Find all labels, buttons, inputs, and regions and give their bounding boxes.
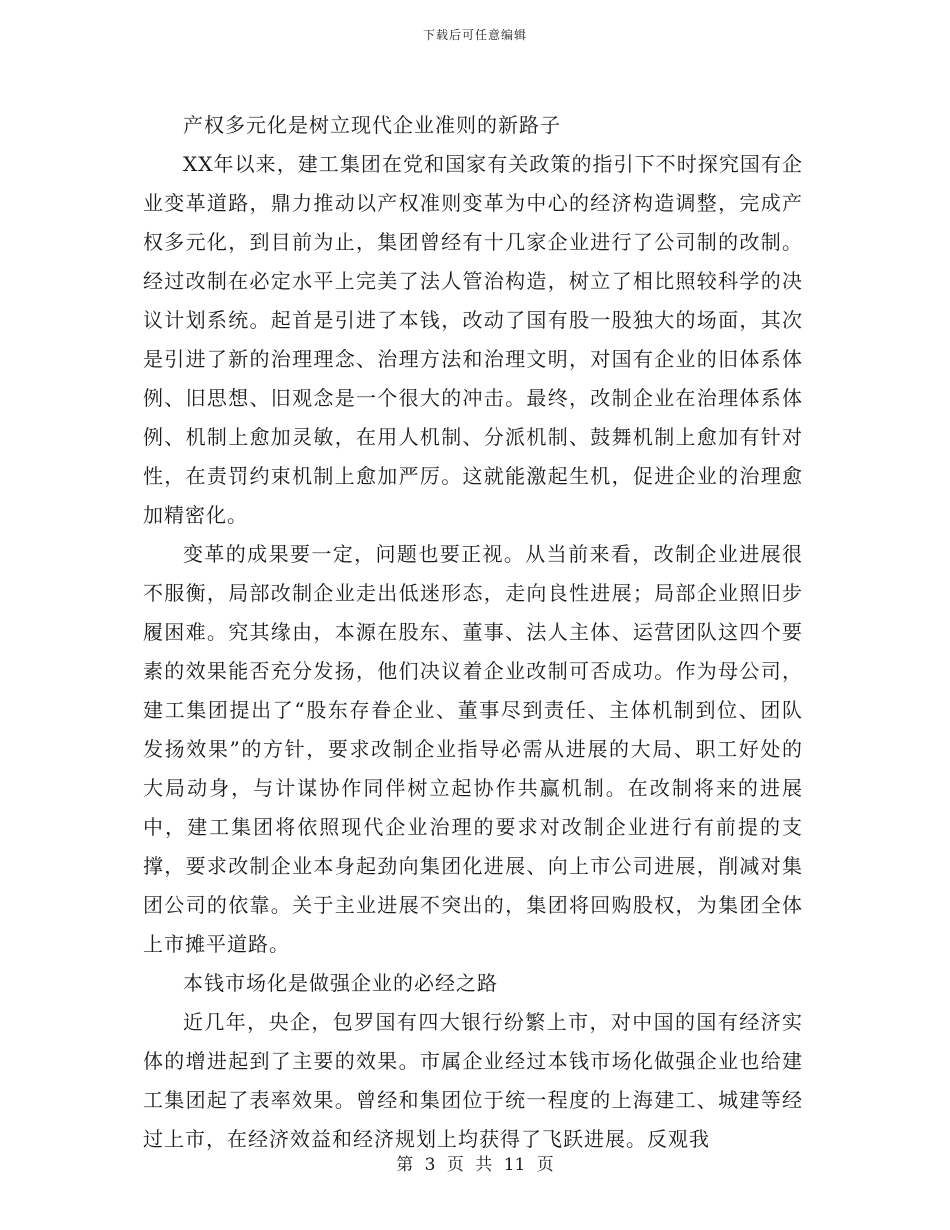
paragraph-reform-progress: XX年以来，建工集团在党和国家有关政策的指引下不时探究国有企业变革道路，鼎力推动以产权准则变革为中心的经济构造调整，完成产权多元化，到目前为止，集团曾经有十几家企业进行了公司制的改制。经过改制在必定水平上完美了法人管治构造，树立了相比照较科学的决议计划系统。起首是引进了本钱，改动了国有股一股独大的场面，其次是引进了新的治理理念、治理方法和治理文明，对国有企业的旧体系体例、旧思想、旧观念是一个很大的冲击。最终，改制企业在治理体系体例、机制上愈加灵敏，在用人机制、分派机制、鼓舞机制上愈加有针对性，在责罚约束机制上愈加严厉。这就能激起生机，促进企业的治理愈加精密化。 <box>143 152 803 527</box>
section-heading-property-rights: 产权多元化是树立现代企业准则的新路子 <box>183 113 561 137</box>
section-heading-capital-market: 本钱市场化是做强企业的必经之路 <box>183 971 498 995</box>
document-body <box>143 106 803 1159</box>
page-number-footer: 第 3 页 共 11 页 <box>396 1155 554 1175</box>
paragraph-reform-problems: 变革的成果要一定，问题也要正视。从当前来看，改制企业进展很不服衡，局部改制企业走出低迷形态，走向良性进展；局部企业照旧步履困难。究其缘由，本源在股东、董事、法人主体、运营团队这四个要素的效果能否充分发扬，他们决议着企业改制可否成功。作为母公司，建工集团提出了“股东存眷企业、董事尽到责任、主体机制到位、团队发扬效果”的方针，要求改制企业指导必需从进展的大局、职工好处的大局动身，与计谋协作同伴树立起协作共赢机制。在改制将来的进展中，建工集团将依照现代企业治理的要求对改制企业进行有前提的支撑，要求改制企业本身起劲向集团化进展、向上市公司进展，削减对集团公司的依靠。关于主业进展不突出的，集团将回购股权，为集团全体上市摊平道路。 <box>143 542 803 956</box>
page-header: 下载后可任意编辑 <box>422 28 527 42</box>
paragraph-listing: 近几年，央企，包罗国有四大银行纷繁上市，对中国的国有经济实体的增进起到了主要的效果。市属企业经过本钱市场化做强企业也给建工集团起了表率效果。曾经和集团位于统一程度的上海建工、城建等经过上市，在经济效益和经济规划上均获得了飞跃进展。反观我 <box>143 1010 803 1151</box>
